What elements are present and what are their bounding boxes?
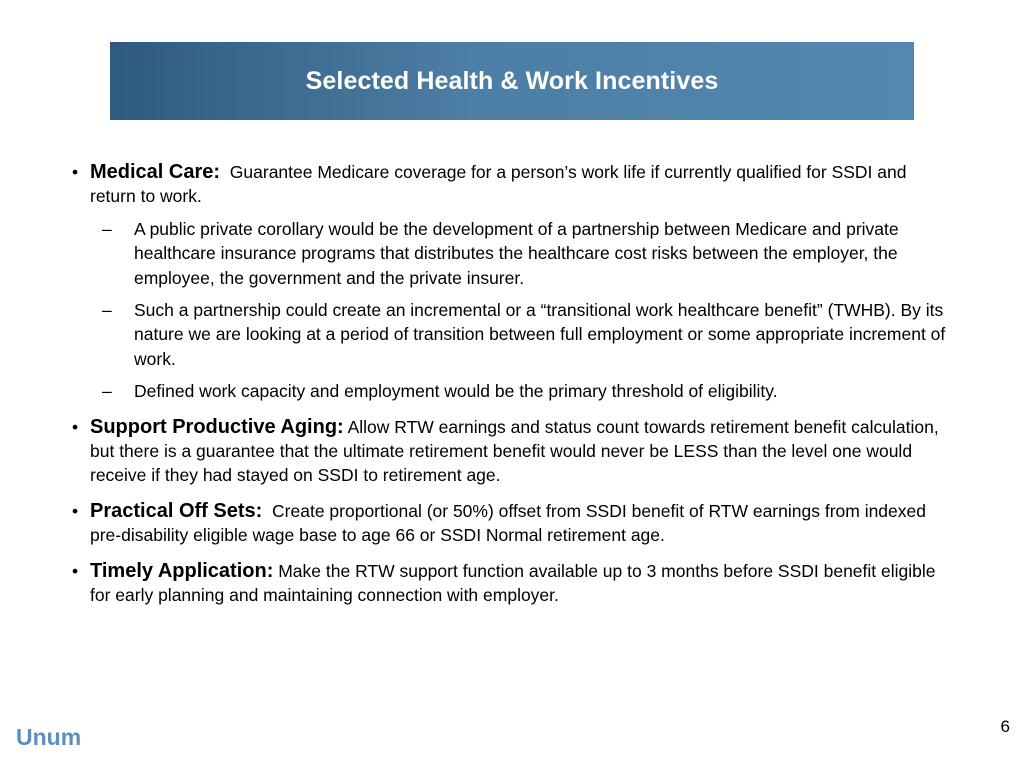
bullet-text: Allow RTW earnings and status count towards retirement benefit calculation, but there is a guarantee that the ultimate retirement benefit would never be LESS than the level one would receive if they had stayed on SSDI to retirement age. — [90, 416, 939, 486]
bullet-practical-off-sets — [72, 499, 956, 548]
bullet-marker: • — [72, 416, 79, 437]
bullet-marker: • — [72, 162, 79, 182]
slide-title: Selected Health & Work Incentives — [305, 66, 719, 95]
slide-content — [72, 160, 956, 619]
bullet-medical-care — [72, 160, 956, 404]
sub-bullet-text: A public private corollary would be the development of a partnership between Medicare and private healthcare insurance programs that distributes the healthcare cost risks between the employer, the employee, the government and the private insurer. — [134, 218, 899, 288]
bullet-marker: • — [72, 560, 79, 581]
sub-bullet-list — [90, 217, 956, 404]
sub-bullet-marker: – — [102, 218, 112, 239]
sub-bullet — [90, 379, 956, 403]
bullet-text: Make the RTW support function available up to 3 months before SSDI benefit eligible for early planning and maintaining connection with employer. — [90, 560, 936, 606]
sub-bullet-text: Such a partnership could create an incremental or a “transitional work healthcare benefit” (TWHB). By its nature we are looking at a period of transition between full employment or some appropriate increment of work. — [134, 300, 946, 369]
bullet-lead: Timely Application: — [90, 559, 274, 582]
bullet-lead: Practical Off Sets: — [90, 499, 263, 522]
unum-logo: Unum — [16, 724, 82, 750]
bullet-lead: Support Productive Aging: — [90, 415, 344, 438]
sub-bullet-marker: – — [102, 300, 112, 321]
bullet-lead: Medical Care: — [90, 161, 221, 183]
bullet-text: Guarantee Medicare coverage for a person’s work life if currently qualified for SSDI and return to work. — [90, 162, 907, 207]
sub-bullet — [90, 298, 956, 371]
sub-bullet-text: Defined work capacity and employment would be the primary threshold of eligibility. — [134, 381, 778, 402]
page-number: 6 — [1000, 717, 1010, 736]
sub-bullet — [90, 217, 956, 290]
bullet-support-productive-aging — [72, 415, 956, 488]
bullet-timely-application — [72, 559, 956, 608]
bullet-marker: • — [72, 500, 79, 521]
sub-bullet-marker: – — [102, 381, 112, 402]
bullet-text: Create proportional (or 50%) offset from SSDI benefit of RTW earnings from indexed pre-disability eligible wage base to age 66 or SSDI Normal retirement age. — [90, 500, 926, 546]
title-banner — [110, 42, 914, 120]
